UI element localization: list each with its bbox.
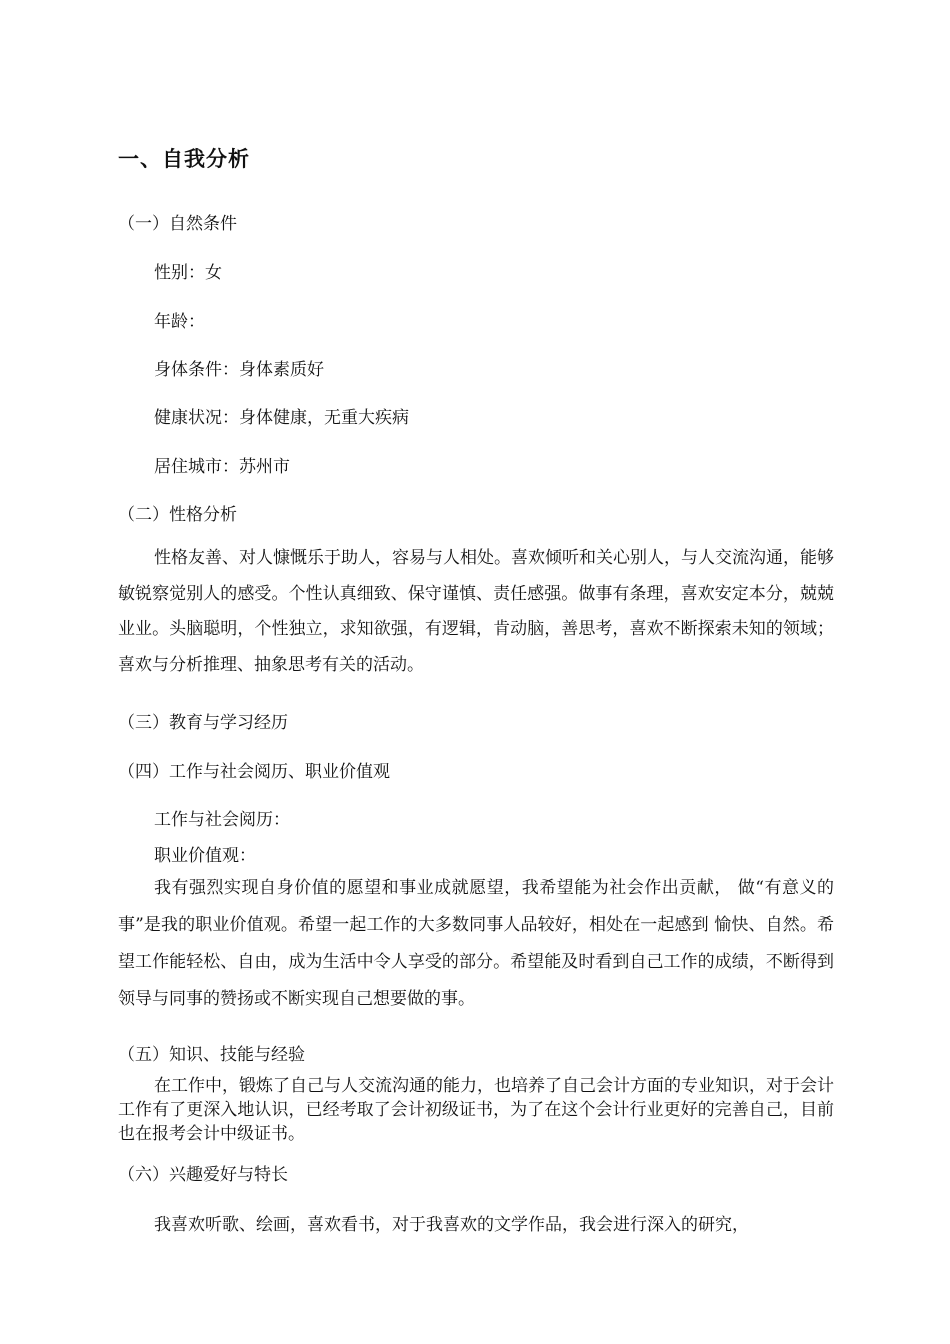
item-age: 年龄： (154, 312, 205, 332)
item-gender: 性别：女 (154, 263, 222, 283)
item-physical-condition: 身体条件：身体素质好 (154, 360, 324, 380)
section-heading-work-values: （四）工作与社会阅历、职业价值观 (118, 762, 390, 782)
section-heading-knowledge-skills: （五）知识、技能与经验 (118, 1045, 305, 1065)
page-title: 一、自我分析 (118, 147, 250, 171)
section-heading-personality: （二）性格分析 (118, 505, 237, 525)
paragraph-career-values: 我有强烈实现自身价值的愿望和事业成就愿望，我希望能为社会作出贡献， 做“有意义的事”是我的职业价值观。希望一起工作的大多数同事人品较好，相处在一起感到 愉快、自然。希望工作能轻松、自由，成为生活中令人享受的部分。希望能及时看到自己工作的成绩，不断得到领导与同事的赞扬或不断实现自己想要做的事。 (118, 878, 834, 1009)
paragraph-knowledge-skills: 在工作中，锻炼了自己与人交流沟通的能力，也培养了自己会计方面的专业知识，对于会计工作有了更深入地认识，已经考取了会计初级证书，为了在这个会计行业更好的完善自己，目前也在报考会计中级证书。 (118, 1076, 834, 1144)
paragraph-hobbies: 我喜欢听歌、绘画，喜欢看书，对于我喜欢的文学作品，我会进行深入的研究， (154, 1215, 749, 1235)
item-work-experience: 工作与社会阅历： (154, 810, 290, 830)
section-heading-natural-conditions: （一）自然条件 (118, 214, 237, 234)
section-heading-hobbies: （六）兴趣爱好与特长 (118, 1165, 288, 1185)
item-career-values: 职业价值观： (154, 846, 256, 866)
section-heading-education: （三）教育与学习经历 (118, 713, 288, 733)
item-city: 居住城市：苏州市 (154, 457, 290, 477)
item-health-status: 健康状况：身体健康，无重大疾病 (154, 408, 409, 428)
paragraph-personality: 性格友善、对人慷慨乐于助人，容易与人相处。喜欢倾听和关心别人，与人交流沟通，能够敏锐察觉别人的感受。个性认真细致、保守谨慎、责任感强。做事有条理，喜欢安定本分，兢兢业业。头脑聪明，个性独立，求知欲强，有逻辑，肯动脑，善思考，喜欢不断探索未知的领域；喜欢与分析推理、抽象思考有关的活动。 (118, 548, 834, 675)
